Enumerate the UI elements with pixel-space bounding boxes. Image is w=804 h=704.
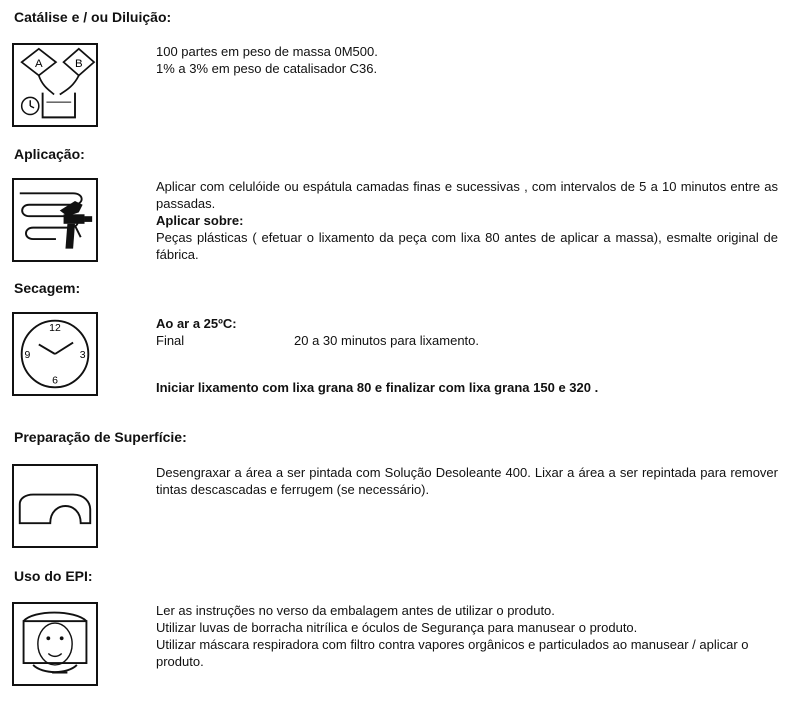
aplicacao-paragraph-1: Aplicar com celulóide ou espátula camadas finas e sucessivas , com intervalos de 5 a 10 minutos entre as passadas. [156, 179, 778, 211]
heading-aplicacao: Aplicação: [14, 146, 85, 162]
preparacao-text [156, 464, 778, 498]
clock-number-3: 3 [79, 349, 86, 361]
icon-label-b: B [75, 57, 83, 70]
secagem-row [156, 332, 778, 349]
secagem-subheading: Ao ar a 25ºC: [156, 316, 237, 331]
epi-line: Utilizar luvas de borracha nitrílica e óculos de Segurança para manusear o produto. [156, 620, 638, 635]
mixing-containers-icon [12, 43, 98, 127]
epi-line: Utilizar máscara respiradora com filtro contra vapores orgânicos e particulados ao manusear / aplicar o produto. [156, 637, 749, 669]
aplicacao-text [156, 178, 778, 263]
catalise-line: 100 partes em peso de massa 0M500. [156, 44, 378, 59]
catalise-text [156, 43, 778, 77]
clock-number-6: 6 [52, 375, 58, 387]
heading-preparacao: Preparação de Superfície: [14, 429, 187, 445]
aplicacao-paragraph-2: Peças plásticas ( efetuar o lixamento da peça com lixa 80 antes de aplicar a massa), esmalte original de fábrica. [156, 230, 778, 262]
secagem-text [156, 315, 778, 396]
epi-line: Ler as instruções no verso da embalagem antes de utilizar o produto. [156, 603, 555, 618]
face-shield-icon [12, 602, 98, 686]
heading-epi: Uso do EPI: [14, 568, 93, 584]
secagem-note: Iniciar lixamento com lixa grana 80 e finalizar com lixa grana 150 e 320 . [156, 380, 599, 395]
icon-label-a: A [35, 57, 43, 70]
clock-number-9: 9 [24, 349, 31, 361]
preparacao-paragraph: Desengraxar a área a ser pintada com Solução Desoleante 400. Lixar a área a ser repintada para remover tintas descascadas e ferrugem (se necessário). [156, 465, 778, 497]
aplicacao-subheading: Aplicar sobre: [156, 213, 244, 228]
secagem-row-value: 20 a 30 minutos para lixamento. [294, 333, 479, 348]
spray-gun-icon [12, 178, 98, 262]
epi-text [156, 602, 778, 670]
secagem-row-label: Final [156, 333, 185, 348]
catalise-line: 1% a 3% em peso de catalisador C36. [156, 61, 378, 76]
clock-number-12: 12 [49, 323, 61, 335]
clock-icon [12, 312, 98, 396]
car-fender-icon [12, 464, 98, 548]
heading-catalise: Catálise e / ou Diluição: [14, 9, 172, 25]
heading-secagem: Secagem: [14, 280, 81, 296]
